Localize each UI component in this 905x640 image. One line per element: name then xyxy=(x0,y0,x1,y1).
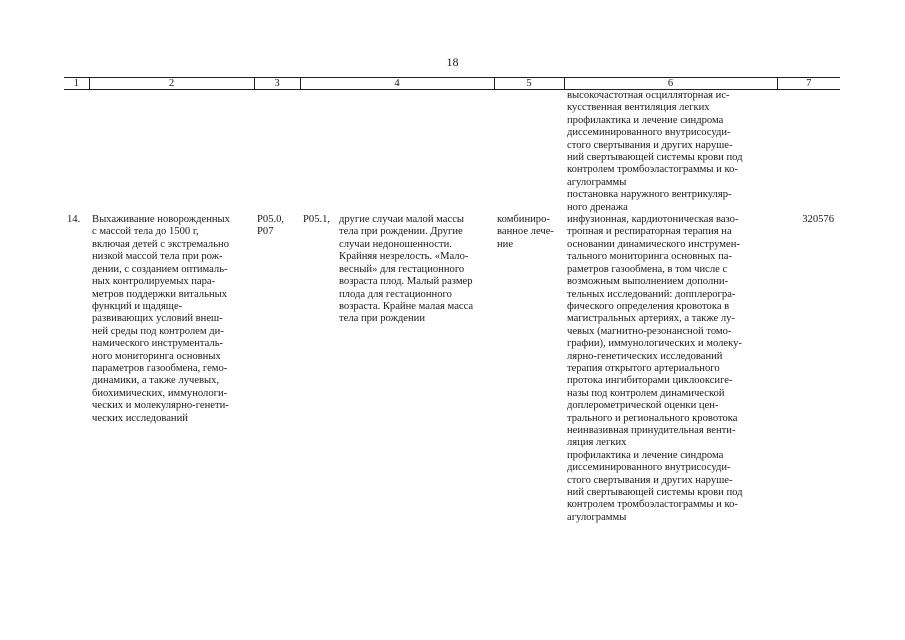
care-name-line: параметров газообмена, гемо- xyxy=(92,362,228,374)
model-line: другие случаи малой массы xyxy=(339,214,465,226)
care-name-line: динамики, а также лучевых, xyxy=(92,375,220,387)
model-line: тела при рождении. Другие xyxy=(339,226,463,238)
method-line: терапия открытого артериального xyxy=(567,362,720,374)
treatment-type-line: ние xyxy=(497,238,514,250)
continuation-row xyxy=(64,90,840,215)
table-row-14 xyxy=(64,214,840,524)
header-col-7: 7 xyxy=(777,78,840,90)
method-line: раметров газообмена, в том числе с xyxy=(567,263,728,275)
care-name-cell xyxy=(89,214,254,524)
method-line: протока ингибиторами циклооксиге- xyxy=(567,375,733,387)
method-line: профилактика и лечение синдрома xyxy=(567,449,724,461)
care-name-line: намического инструменталь- xyxy=(92,338,224,350)
care-name-line: функций и щадяще- xyxy=(92,300,183,312)
method-line: агулограммы xyxy=(567,511,627,523)
method-line: тального мониторинга основных па- xyxy=(567,251,732,263)
care-name-line: низкой массой тела при рож- xyxy=(92,251,223,263)
treatment-method-cell xyxy=(564,214,777,524)
icd-code: P07 xyxy=(257,226,274,238)
model-line: возраста. Крайне малая масса xyxy=(339,300,474,312)
treatment-type-line: комбиниро- xyxy=(497,214,550,226)
header-col-2: 2 xyxy=(89,78,254,90)
care-name-line: ных контролируемых пара- xyxy=(92,276,216,288)
method-line: ний свертывающей системы крови под xyxy=(567,487,743,498)
continuation-method-cell xyxy=(564,90,777,215)
model-line: возраста плод. Малый размер xyxy=(339,276,473,288)
care-name-line: ного мониторинга основных xyxy=(92,350,221,362)
patient-model-cell xyxy=(300,214,494,524)
header-col-3: 3 xyxy=(254,78,300,90)
method-line: ного дренажа xyxy=(567,201,628,213)
method-line: диссеминированного внутрисосуди- xyxy=(567,462,731,474)
method-line: доплерометрической оценки цен- xyxy=(567,400,719,412)
method-line: тельных исследований: допплерогра- xyxy=(567,288,736,300)
method-line: тропная и респираторная терапия на xyxy=(567,226,732,238)
care-name-line: с массой тела до 1500 г, xyxy=(92,226,199,238)
method-line: лярно-генетических исследований xyxy=(567,350,723,362)
icd-code: P05.0, xyxy=(257,214,285,226)
header-col-6: 6 xyxy=(564,78,777,90)
header-col-5: 5 xyxy=(494,78,564,90)
page-number: 18 xyxy=(446,55,459,69)
model-line: Крайняя незрелость. «Мало- xyxy=(339,251,469,263)
method-line: назы под контролем динамической xyxy=(567,387,725,399)
method-line: чевых (магнитно-резонансной томо- xyxy=(567,325,732,337)
method-line: инфузионная, кардиотоническая вазо- xyxy=(567,214,739,226)
care-name-line: дении, с созданием оптималь- xyxy=(92,263,228,275)
cost-cell: 320576 xyxy=(802,214,834,226)
table-header-row xyxy=(64,78,840,90)
method-line: постановка наружного вентрикуляр- xyxy=(567,189,732,201)
care-name-line: развивающих условий внеш- xyxy=(92,313,223,325)
method-line: возможным выполнением дополни- xyxy=(567,276,729,288)
icd-codes-cell xyxy=(254,214,300,524)
header-col-4: 4 xyxy=(300,78,494,90)
method-line: магистральных артериях, а также лу- xyxy=(567,313,735,325)
medical-care-table xyxy=(64,77,840,524)
method-line: основании динамического инструмен- xyxy=(567,238,740,250)
method-line: контролем тромбоэластограммы и ко- xyxy=(567,499,738,511)
treatment-type-cell xyxy=(494,214,564,524)
method-line: ний свертывающей системы крови под xyxy=(567,152,743,164)
care-name-line: Выхаживание новорожденных xyxy=(92,214,230,226)
method-line: трального и регионального кровотока xyxy=(567,412,738,424)
care-name-line: ческих исследований xyxy=(92,412,188,424)
treatment-type-line: ванное лече- xyxy=(497,226,554,238)
row-number: 14. xyxy=(67,214,81,226)
method-line: диссеминированного внутрисосуди- xyxy=(567,127,731,139)
care-name-line: ней среды под контролем ди- xyxy=(92,325,224,337)
method-line: ляция легких xyxy=(567,437,627,449)
method-line: кусственная вентиляция легких xyxy=(567,102,710,114)
method-line: неинвазивная принудительная венти- xyxy=(567,424,736,436)
method-line: стого свертывания и других наруше- xyxy=(567,139,733,151)
model-line: плода для гестационного xyxy=(339,288,452,300)
method-line: графии), иммунологических и молеку- xyxy=(567,338,742,350)
care-name-line: ческих и молекулярно-генети- xyxy=(92,400,229,412)
method-line: агулограммы xyxy=(567,176,627,188)
header-col-1: 1 xyxy=(64,78,89,90)
care-name-line: биохимических, иммунологи- xyxy=(92,387,228,399)
method-line: профилактика и лечение синдрома xyxy=(567,114,724,126)
method-line: фического определения кровотока в xyxy=(567,300,730,312)
method-line: стого свертывания и других наруше- xyxy=(567,474,733,486)
model-line: весный» для гестационного xyxy=(339,263,465,275)
model-line: случаи недоношенности. xyxy=(339,238,452,250)
model-line: тела при рождении xyxy=(339,313,426,325)
care-name-line: метров поддержки витальных xyxy=(92,288,228,300)
model-code: P05.1, xyxy=(303,214,331,226)
care-name-line: включая детей с экстремально xyxy=(92,238,229,250)
method-line: высокочастотная осцилляторная ис- xyxy=(567,90,730,101)
method-line: контролем тромбоэластограммы и ко- xyxy=(567,164,738,176)
